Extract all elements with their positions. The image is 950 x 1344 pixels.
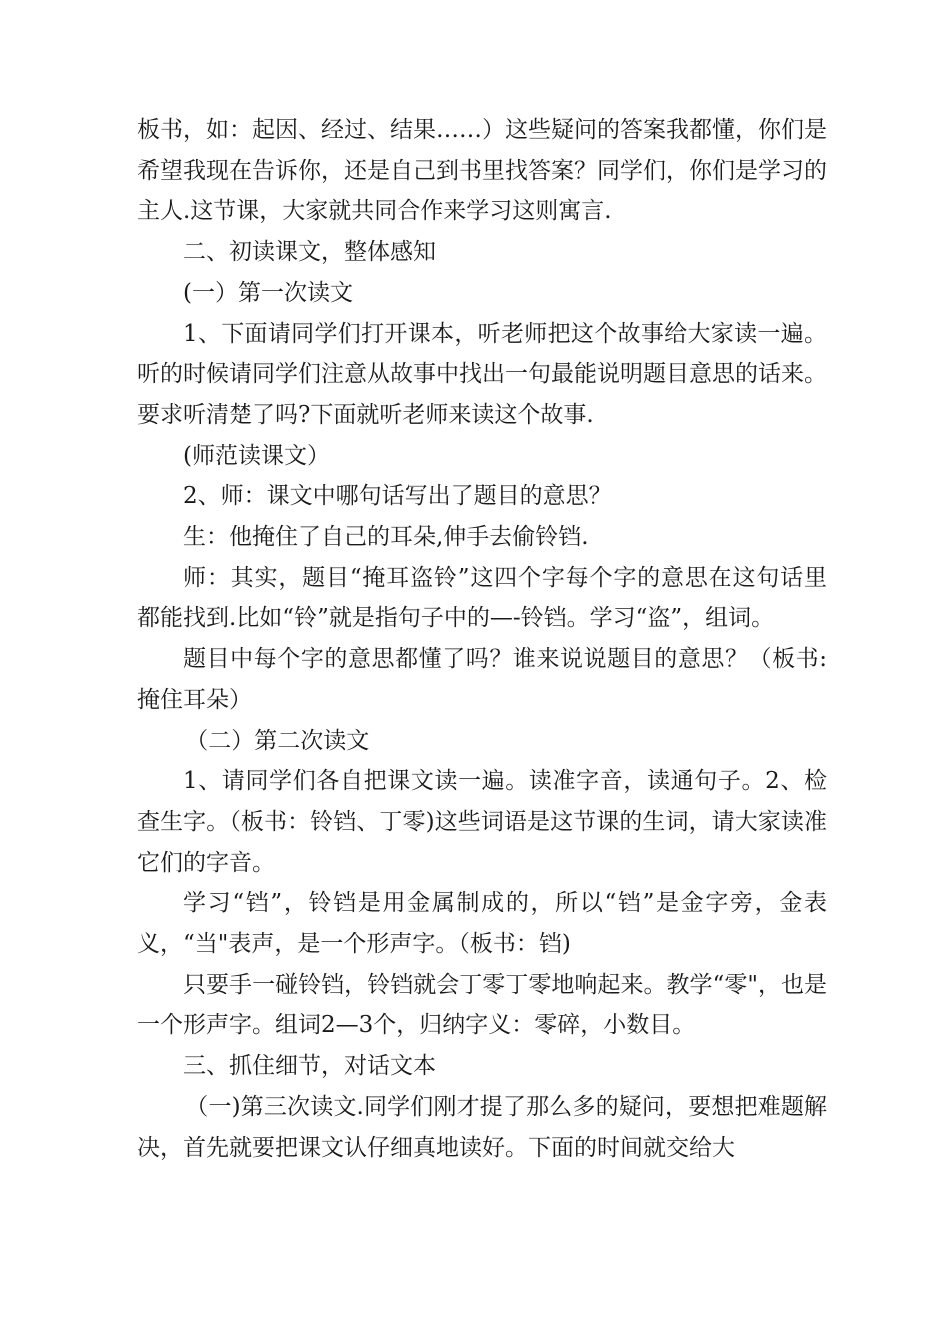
paragraph-teacher-explains: 师：其实，题目“掩耳盗铃”这四个字每个字的意思在这句话里都能找到.比如“铃”就是指句子中的—-铃铛。学习“盗”，组词。: [137, 564, 827, 632]
paragraph-title-meaning: 题目中每个字的意思都懂了吗？谁来说说题目的意思？（板书:掩住耳朵）: [137, 646, 827, 713]
paragraph-learn-dang: 学习“铛”，铃铛是用金属制成的，所以“铛”是金字旁，金表义，“当"表声，是一个形声字。（板书：铛): [137, 890, 827, 958]
paragraph-step-1: 1、下面请同学们打开课本，听老师把这个故事给大家读一遍。听的时候请同学们注意从故事中找出一句最能说明题目意思的话来。要求听清楚了吗?下面就听老师来读这个故事.: [137, 320, 827, 428]
section-heading-3: 三、抓住细节，对话文本: [183, 1053, 436, 1080]
paragraph-learn-ling: 只要手一碰铃铛，铃铛就会丁零丁零地响起来。教学“零"，也是一个形声字。组词2—3个，归纳字义：零碎，小数目。: [137, 971, 827, 1039]
paragraph-student-answer: 生：他掩住了自己的耳朵,伸手去偷铃铛.: [183, 524, 589, 551]
paragraph-read-aloud: 1、请同学们各自把课文读一遍。读准字音，读通句子。2、检查生字。（板书：铃铛、丁零)这些词语是这节课的生词，请大家读准它们的字音。: [137, 768, 827, 876]
subsection-heading-second-reading: （二）第二次读文: [185, 727, 370, 754]
section-heading-2: 二、初读课文，整体感知: [183, 239, 436, 266]
paragraph-teacher-reads: (师范读课文）: [183, 442, 330, 469]
paragraph-step-2: 2、师：课文中哪句话写出了题目的意思？: [183, 483, 612, 510]
paragraph-1: 板书，如：起因、经过、结果……）这些疑问的答案我都懂，你们是希望我现在告诉你，还是自己到书里找答案？同学们，你们是学习的主人.这节课，大家就共同合作来学习这则寓言.: [137, 117, 827, 225]
document-body: [137, 110, 827, 1168]
subsection-heading-first-reading: (一）第一次读文: [183, 279, 353, 306]
paragraph-third-reading: （一)第三次读文.同学们刚才提了那么多的疑问，要想把难题解决，首先就要把课文认仔细真地读好。下面的时间就交给大: [137, 1093, 827, 1161]
